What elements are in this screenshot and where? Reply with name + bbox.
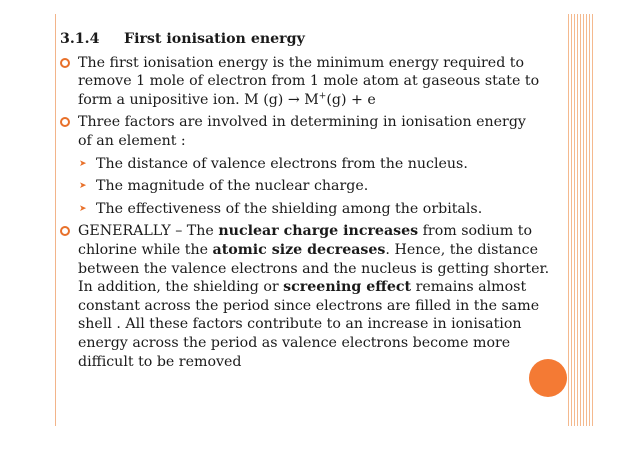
arrow-bullet-icon: ➤	[79, 158, 87, 169]
sub-bullet-text: The magnitude of the nuclear charge.	[96, 178, 369, 195]
generally-text-1: GENERALLY – The	[78, 223, 219, 240]
sub-bullet-shielding	[60, 200, 566, 219]
sub-bullet-text: The distance of valence electrons from the nucleus.	[96, 155, 468, 172]
bullet-circle-icon	[60, 58, 70, 68]
bullet-factors-line-2: of an element :	[78, 132, 186, 149]
decorative-stripes	[568, 14, 595, 426]
bullet-definition-line-1: The first ionisation energy is the minimum energy required to	[78, 54, 525, 71]
bullet-circle-icon	[60, 117, 70, 127]
emphasis-nuclear-charge: nuclear charge increases	[218, 223, 419, 240]
sub-bullet-distance	[60, 155, 566, 174]
section-number: 3.1.4	[60, 31, 100, 47]
left-divider-line	[55, 14, 56, 426]
section-heading	[60, 30, 566, 49]
equation-superscript: +	[318, 91, 327, 102]
emphasis-atomic-size: atomic size decreases	[212, 241, 386, 258]
equation-tail: (g) + e	[326, 91, 376, 108]
bullet-definition-line-3: form a unipositive ion. M (g) → M	[78, 91, 319, 108]
sub-bullet-text: The effectiveness of the shielding among the orbitals.	[96, 200, 483, 217]
bullet-definition-line-2: remove 1 mole of electron from 1 mole atom at gaseous state to	[78, 73, 540, 90]
bullet-factors	[60, 113, 566, 150]
generally-text-2: from sodium to chlorine while the	[78, 223, 532, 258]
arrow-bullet-icon: ➤	[79, 203, 87, 214]
emphasis-screening-effect: screening effect	[283, 279, 412, 296]
bullet-factors-line-1: Three factors are involved in determining in ionisation energy	[78, 114, 526, 131]
sub-bullet-nuclear-charge	[60, 177, 566, 196]
arrow-bullet-icon: ➤	[79, 181, 87, 192]
generally-text-4: remains almost constant across the period since electrons are filled in the same shell . All these factors contribute to an increase in ionisation energy across the period as valence electrons become more difficult to be removed	[78, 279, 540, 370]
bullet-generally	[60, 222, 566, 371]
generally-text-3: . Hence, the distance between the valence electrons and the nucleus is getting shorter. In addition, the shielding or	[78, 241, 550, 296]
section-title: First ionisation energy	[124, 31, 305, 47]
slide-content	[60, 30, 566, 375]
bullet-circle-icon	[60, 226, 70, 236]
bullet-definition	[60, 54, 566, 110]
